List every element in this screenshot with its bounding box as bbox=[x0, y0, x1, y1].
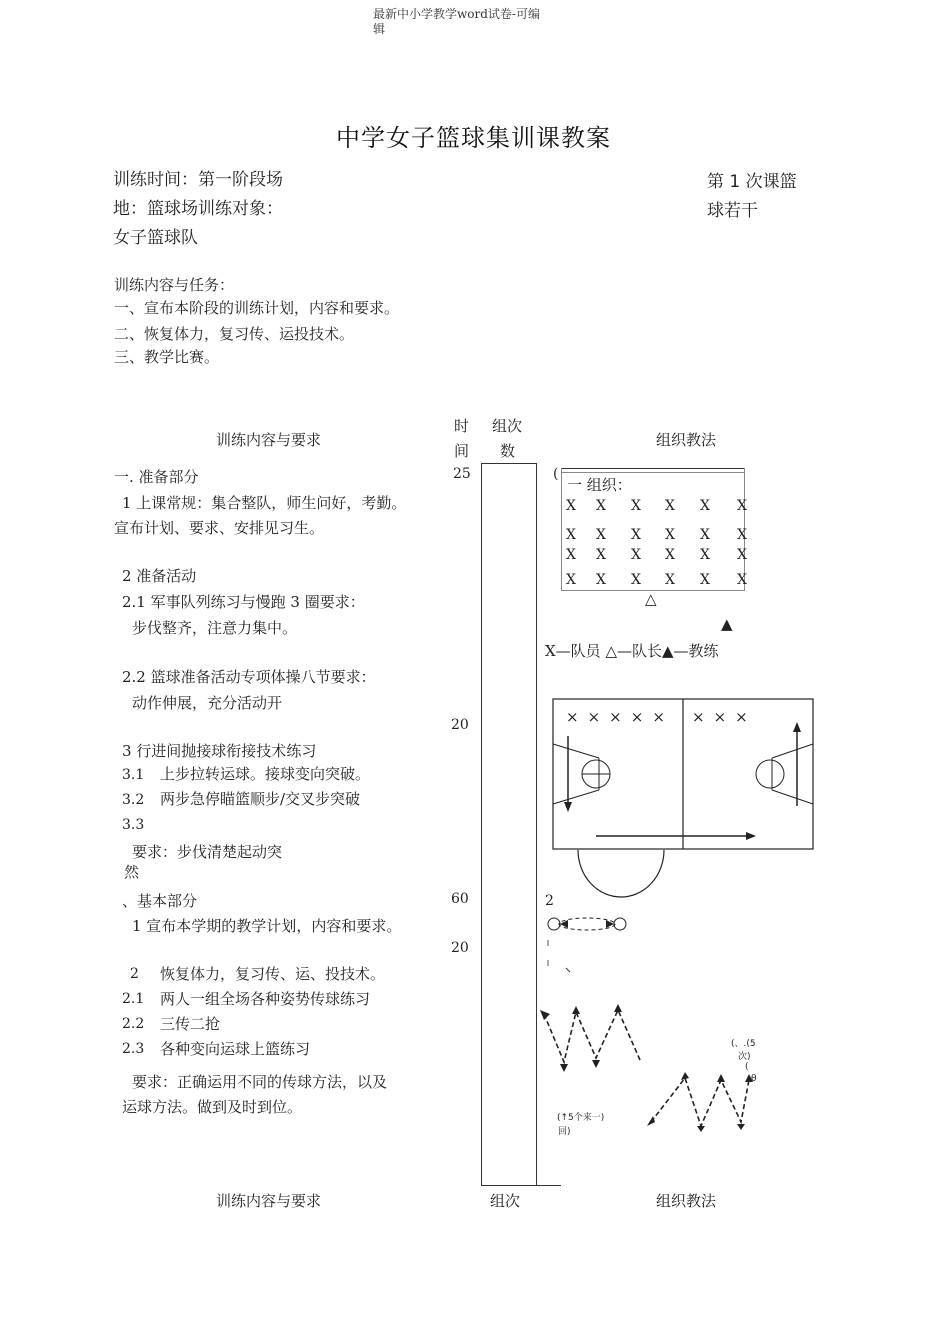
content-line: 1 上课常规：集合整队，师生问好，考勤。 bbox=[122, 494, 407, 512]
footer-method-header: 组织教法 bbox=[656, 1192, 717, 1210]
player-marker: X bbox=[737, 572, 747, 588]
task-item: 三、教学比赛。 bbox=[114, 348, 220, 366]
player-marker: X bbox=[596, 572, 606, 588]
formation-legend: X—队员 △—队长▲—教练 bbox=[545, 642, 719, 660]
content-line: 然 bbox=[124, 863, 140, 881]
player-marker: X bbox=[631, 547, 641, 563]
column-divider bbox=[536, 463, 537, 1185]
task-item: 一、宣布本阶段的训练计划，内容和要求。 bbox=[114, 299, 400, 317]
player-marker: X bbox=[665, 527, 675, 543]
player-marker: X bbox=[566, 527, 576, 543]
zigzag-dribble-diagram-2 bbox=[645, 1070, 755, 1132]
prep-heading: 一. 准备部分 bbox=[114, 468, 199, 486]
player-marker: X bbox=[665, 572, 675, 588]
content-line: 两人一组全场各种姿势传球练习 bbox=[160, 990, 371, 1008]
content-line: 两步急停瞄篮顺步/交叉步突破 bbox=[160, 790, 361, 808]
time-value: 25 bbox=[453, 466, 471, 482]
info-line3: 女子篮球队 bbox=[113, 228, 198, 248]
content-line: 2 准备活动 bbox=[122, 567, 197, 585]
item-number: 3.3 bbox=[122, 817, 145, 833]
content-line: 动作伸展，充分活动开 bbox=[132, 694, 283, 712]
item-number: 3.1 bbox=[122, 767, 145, 783]
time-value: 60 bbox=[451, 891, 469, 907]
col-header-method: 组织教法 bbox=[656, 431, 717, 449]
content-line: 2.1 军事队列练习与慢跑 3 圈要求： bbox=[122, 593, 365, 611]
content-line: 各种变向运球上篮练习 bbox=[160, 1040, 311, 1058]
court-players-right: ××× bbox=[692, 708, 757, 726]
formation-box-top2 bbox=[561, 472, 745, 473]
player-marker: X bbox=[596, 547, 606, 563]
basic-heading: 、基本部分 bbox=[122, 892, 198, 910]
content-line: 恢复体力，复习传、运、投技术。 bbox=[160, 965, 386, 983]
time-value: 20 bbox=[451, 940, 469, 956]
item-number: 2.2 bbox=[122, 1016, 145, 1032]
col-header-time-1: 时 bbox=[454, 417, 470, 435]
content-line: 1 宣布本学期的教学计划，内容和要求。 bbox=[132, 917, 402, 935]
info-right1: 第 1 次课篮 bbox=[707, 172, 797, 192]
content-line: 三传二抢 bbox=[160, 1015, 221, 1033]
col-header-time-2: 间 bbox=[454, 442, 470, 460]
player-marker: X bbox=[566, 547, 576, 563]
player-marker: X bbox=[631, 527, 641, 543]
formation-box-left bbox=[561, 468, 562, 590]
player-marker: X bbox=[566, 498, 576, 514]
content-line: 上步拉转运球。接球变向突破。 bbox=[160, 765, 371, 783]
item-number: 2.3 bbox=[122, 1041, 145, 1057]
page-title: 中学女子篮球集训课教案 bbox=[336, 124, 611, 152]
player-marker: X bbox=[737, 547, 747, 563]
player-marker: X bbox=[665, 547, 675, 563]
content-line: 要求：步伐清楚起动突 bbox=[132, 843, 283, 861]
drill-note: (↑5个来一) bbox=[557, 1113, 605, 1123]
row-divider bbox=[481, 1185, 561, 1186]
content-line: 3 行进间抛接球衔接技术练习 bbox=[122, 742, 317, 760]
player-marker: X bbox=[566, 572, 576, 588]
player-marker: X bbox=[596, 498, 606, 514]
drill-number: 2 bbox=[545, 893, 554, 909]
zigzag-dribble-diagram-1 bbox=[538, 1002, 648, 1074]
court-players-left: ××××× bbox=[566, 708, 674, 726]
info-right2: 球若干 bbox=[707, 201, 758, 221]
coach-marker: ▲ bbox=[721, 615, 733, 633]
info-line2: 地：篮球场训练对象： bbox=[113, 199, 283, 219]
court-diagram bbox=[550, 696, 816, 904]
content-line: 要求：正确运用不同的传球方法，以及 bbox=[132, 1073, 388, 1091]
column-divider bbox=[481, 463, 482, 1185]
pass-drill-diagram bbox=[540, 910, 640, 980]
org-paren: ( bbox=[553, 466, 559, 482]
player-marker: X bbox=[631, 572, 641, 588]
player-marker: X bbox=[596, 527, 606, 543]
task-item: 二、恢复体力，复习传、运投技术。 bbox=[114, 325, 355, 343]
info-line1: 训练时间：第一阶段场 bbox=[113, 170, 283, 190]
formation-box-top bbox=[561, 468, 745, 469]
item-number: 3.2 bbox=[122, 792, 145, 808]
header-note-line1: 最新中小学教学word试卷-可编 bbox=[373, 7, 540, 21]
org-label: 一 组织： bbox=[567, 476, 632, 494]
footer-content-header: 训练内容与要求 bbox=[216, 1192, 322, 1210]
content-line: 运球方法。做到及时到位。 bbox=[122, 1098, 303, 1116]
col-header-content: 训练内容与要求 bbox=[216, 431, 322, 449]
content-line: 步伐整齐，注意力集中。 bbox=[132, 619, 298, 637]
drill-note: θ bbox=[751, 1074, 757, 1084]
drill-note: (、.(5 bbox=[731, 1039, 756, 1049]
player-marker: X bbox=[700, 527, 710, 543]
row-divider bbox=[481, 463, 537, 464]
col-header-groups-2: 数 bbox=[500, 442, 516, 460]
drill-note: 回) bbox=[558, 1127, 571, 1137]
player-marker: X bbox=[700, 547, 710, 563]
col-header-groups-1: 组次 bbox=[492, 417, 523, 435]
player-marker: X bbox=[631, 498, 641, 514]
player-marker: X bbox=[700, 572, 710, 588]
footer-groups-header: 组次 bbox=[490, 1192, 521, 1210]
player-marker: X bbox=[700, 498, 710, 514]
captain-marker: △ bbox=[645, 590, 657, 608]
item-number: 2 bbox=[130, 966, 139, 982]
drill-note: 次) bbox=[738, 1052, 751, 1062]
item-number: 2.1 bbox=[122, 991, 145, 1007]
tasks-heading: 训练内容与任务： bbox=[114, 276, 235, 294]
player-marker: X bbox=[665, 498, 675, 514]
content-line: 2.2 篮球准备活动专项体操八节要求： bbox=[122, 668, 376, 686]
player-marker: X bbox=[737, 498, 747, 514]
drill-note: ( bbox=[745, 1062, 749, 1072]
header-note-line2: 辑 bbox=[373, 22, 386, 36]
time-value: 20 bbox=[451, 717, 469, 733]
content-line: 宣布计划、要求、安排见习生。 bbox=[114, 519, 325, 537]
player-marker: X bbox=[737, 527, 747, 543]
